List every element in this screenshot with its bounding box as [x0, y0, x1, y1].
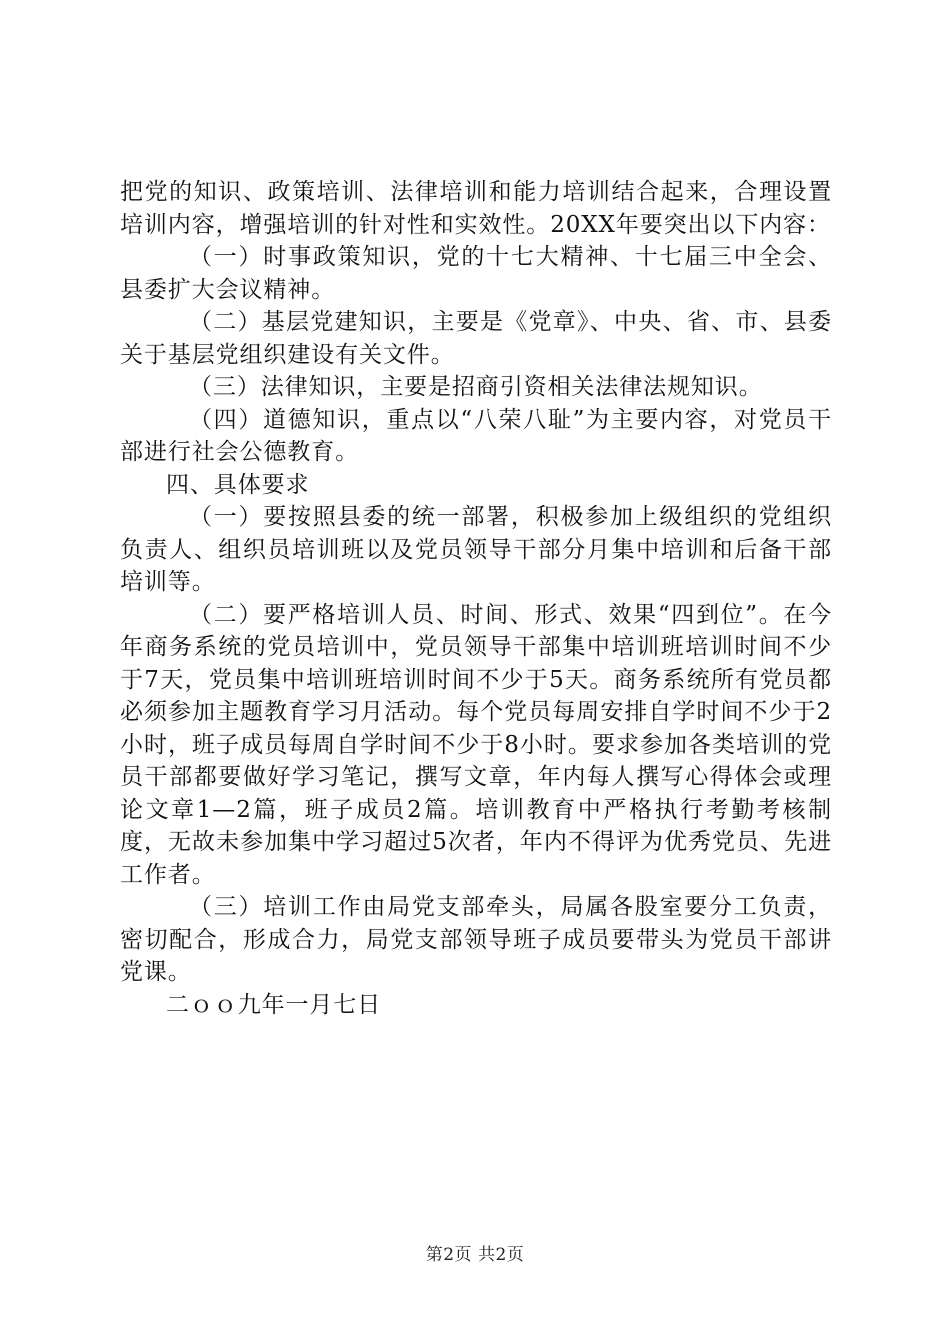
paragraph-item-current-affairs: （一）时事政策知识，党的十七大精神、十七届三中全会、县委扩大会议精神。	[120, 244, 832, 303]
page-footer: 第2页 共2页	[425, 1245, 525, 1265]
paragraph-item-party-building: （二）基层党建知识，主要是《党章》、中央、省、市、县委关于基层党组织建设有关文件。	[120, 309, 832, 368]
paragraph-intro: 把党的知识、政策培训、法律培训和能力培训结合起来，合理设置培训内容，增强培训的针对性和实效性。20XX年要突出以下内容：	[120, 179, 832, 238]
section-heading-requirements: 四、具体要求	[166, 471, 310, 498]
document-body	[120, 176, 832, 1021]
paragraph-item-law: （三）法律知识，主要是招商引资相关法律法规知识。	[189, 374, 763, 400]
paragraph-requirement-3: （三）培训工作由局党支部牵头，局属各股室要分工负责，密切配合，形成合力，局党支部领导班子成员要带头为党员干部讲党课。	[120, 894, 832, 985]
paragraph-requirement-1: （一）要按照县委的统一部署，积极参加上级组织的党组织负责人、组织员培训班以及党员领导干部分月集中培训和后备干部培训等。	[120, 504, 832, 595]
paragraph-requirement-2: （二）要严格培训人员、时间、形式、效果“四到位”。在今年商务系统的党员培训中，党员领导干部集中培训班培训时间不少于7天，党员集中培训班培训时间不少于5天。商务系统所有党员都必须参加主题教育学习月活动。每个党员每周安排自学时间不少于2小时，班子成员每周自学时间不少于8小时。要求参加各类培训的党员干部都要做好学习笔记，撰写文章，年内每人撰写心得体会或理论文章1—2篇，班子成员2篇。培训教育中严格执行考勤考核制度，无故未参加集中学习超过5次者，年内不得评为优秀党员、先进工作者。	[120, 601, 832, 888]
document-date: 二ｏｏ九年一月七日	[166, 991, 382, 1018]
paragraph-item-ethics: （四）道德知识，重点以“八荣八耻”为主要内容，对党员干部进行社会公德教育。	[120, 406, 832, 465]
